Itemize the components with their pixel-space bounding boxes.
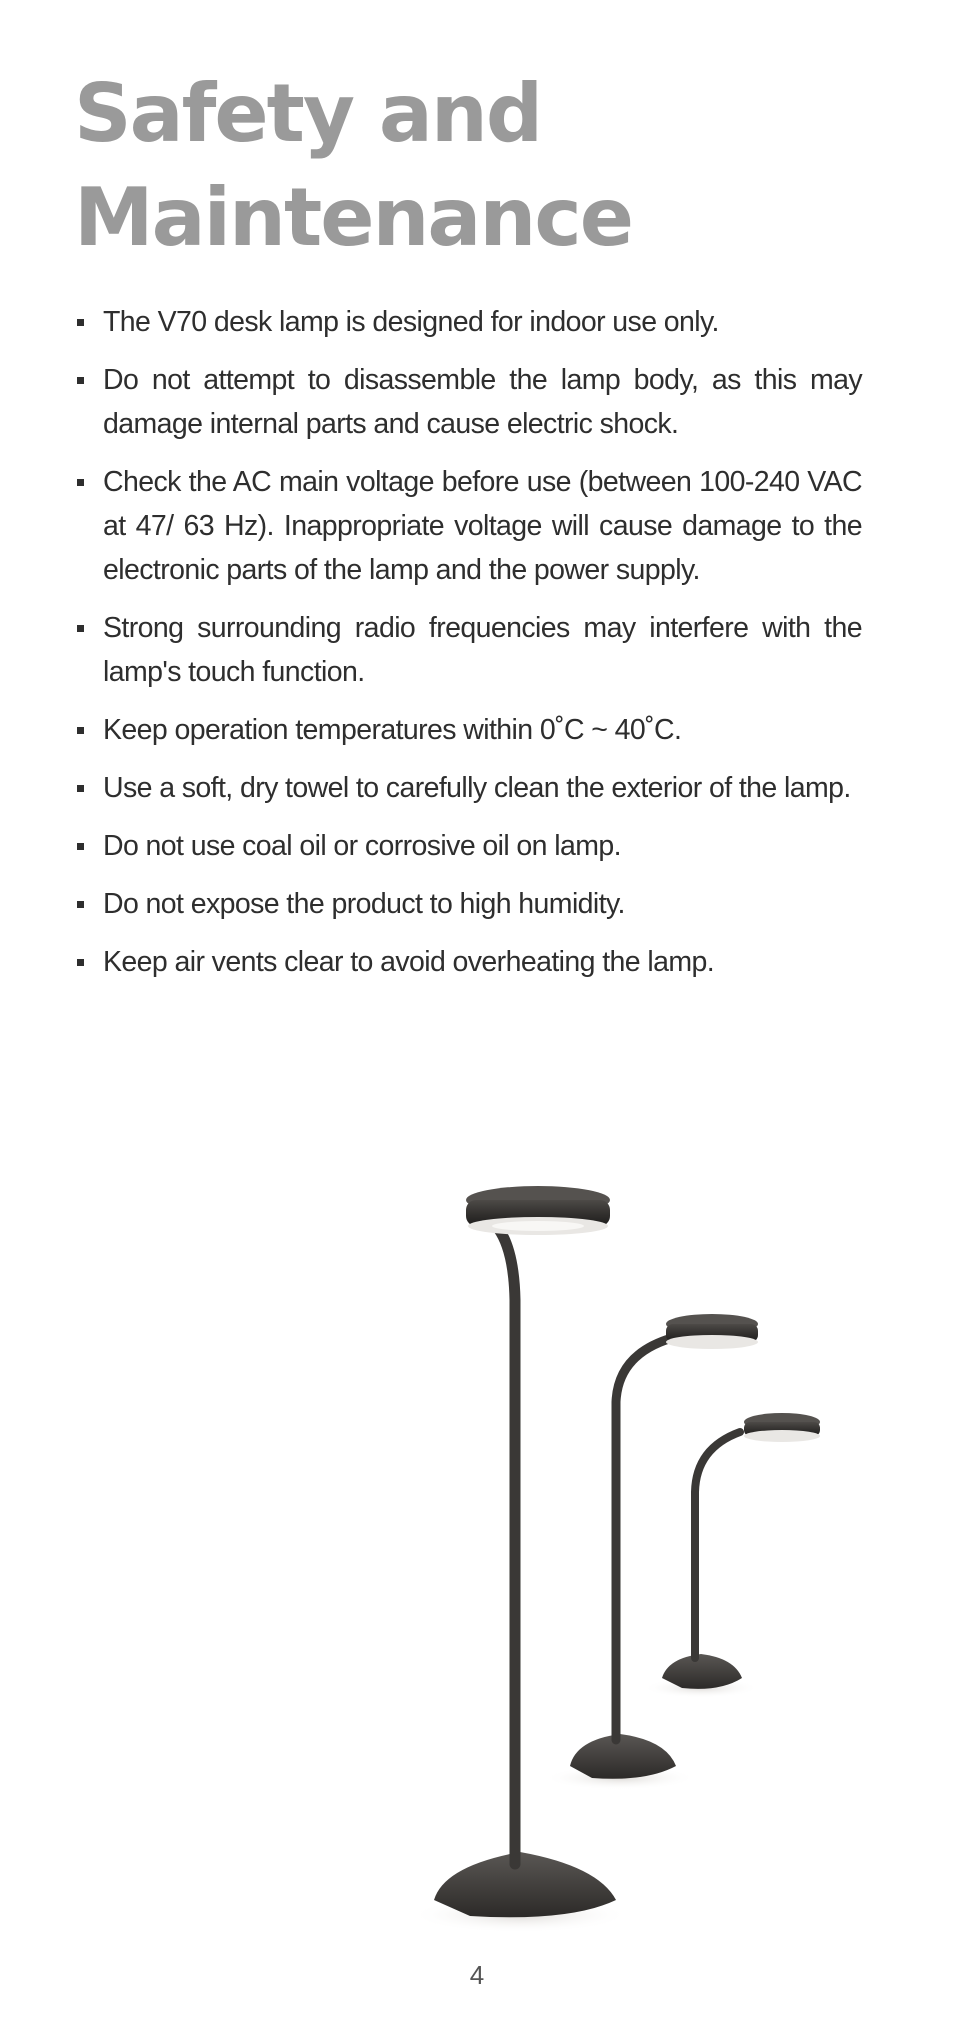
list-item	[74, 824, 862, 868]
list-item-text: Check the AC main voltage before use (between 100-240 VAC at 47/ 63 Hz). Inappropriate voltage will cause damage to the electronic parts of the lamp and the power supply.	[103, 466, 862, 586]
list-item	[74, 766, 862, 810]
bullet-icon	[77, 843, 84, 850]
list-item-text: Do not use coal oil or corrosive oil on lamp.	[103, 830, 621, 862]
safety-list	[74, 300, 862, 998]
list-item-text: The V70 desk lamp is designed for indoor use only.	[103, 306, 719, 338]
lamp-small	[643, 1413, 820, 1698]
bullet-icon	[77, 377, 84, 384]
list-item	[74, 708, 862, 752]
list-item-text: Do not expose the product to high humidity.	[103, 888, 625, 920]
lamp-large	[420, 1186, 630, 1933]
bullet-icon	[77, 625, 84, 632]
bullet-icon	[77, 319, 84, 326]
desk-lamps-illustration	[420, 1180, 840, 1960]
bullet-icon	[77, 901, 84, 908]
list-item-text: Keep air vents clear to avoid overheating the lamp.	[103, 946, 715, 978]
list-item-text: Do not attempt to disassemble the lamp body, as this may damage internal parts and cause electric shock.	[103, 364, 862, 440]
list-item	[74, 940, 862, 984]
bullet-icon	[77, 727, 84, 734]
page-title-line-2: Maintenance	[74, 171, 633, 264]
bullet-icon	[77, 785, 84, 792]
lamp-medium	[544, 1314, 758, 1790]
list-item	[74, 300, 862, 344]
bullet-icon	[77, 959, 84, 966]
list-item	[74, 606, 862, 694]
list-item-text: Keep operation temperatures within 0˚C ~ 40˚C.	[103, 714, 682, 746]
list-item	[74, 460, 862, 592]
list-item-text: Strong surrounding radio frequencies may interfere with the lamp's touch function.	[103, 612, 862, 688]
page-title	[74, 62, 632, 270]
list-item	[74, 358, 862, 446]
list-item-text: Use a soft, dry towel to carefully clean the exterior of the lamp.	[103, 772, 851, 804]
bullet-icon	[77, 479, 84, 486]
page-number: 4	[469, 1960, 485, 1990]
list-item	[74, 882, 862, 926]
page-title-line-1: Safety and	[74, 67, 542, 160]
